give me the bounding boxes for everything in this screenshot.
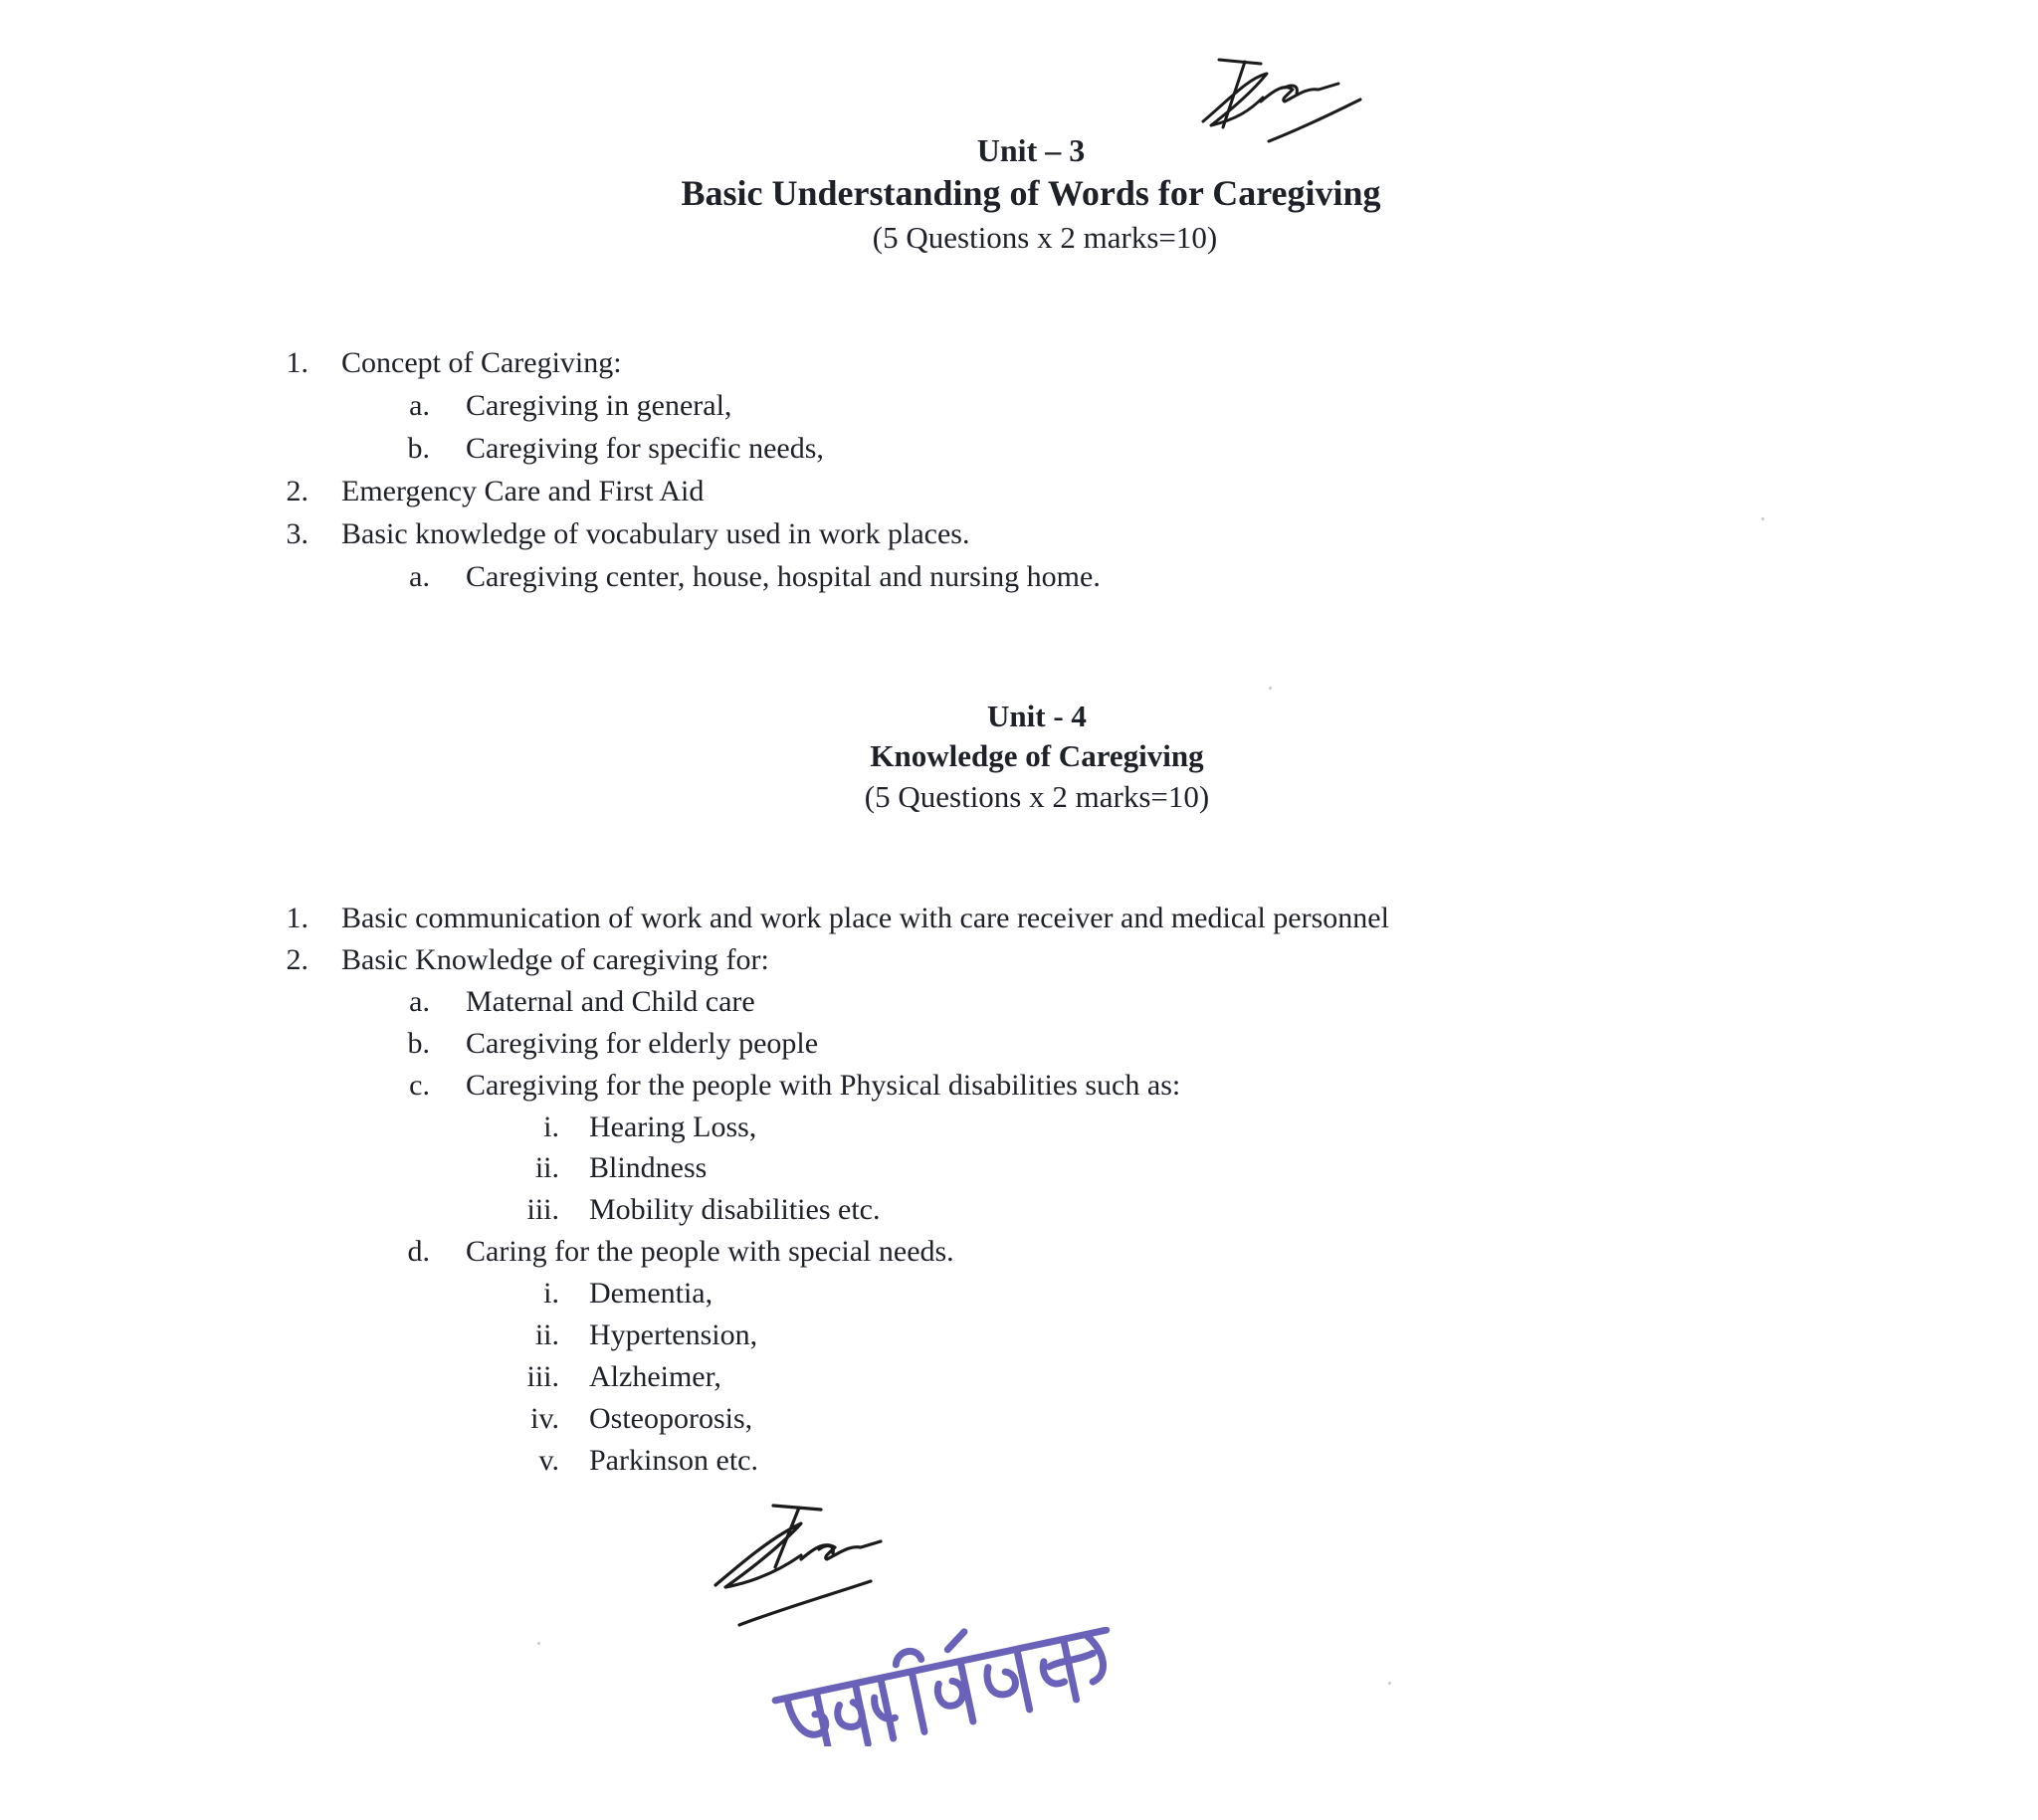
- list-item-text: Dementia,: [589, 1277, 713, 1310]
- list-item-text: Blindness: [589, 1151, 708, 1184]
- list-item-text: Alzheimer,: [589, 1360, 721, 1393]
- list-item-text: Osteoporosis,: [589, 1402, 753, 1435]
- list-item-number: i.: [543, 1277, 559, 1310]
- unit3-title: Basic Understanding of Words for Caregiving: [681, 173, 1381, 213]
- unit3-label: Unit – 3: [976, 132, 1086, 168]
- list-item-number: iv.: [530, 1402, 559, 1435]
- list-item-text: Caring for the people with special needs.: [466, 1235, 954, 1268]
- list-item-number: iii.: [526, 1193, 559, 1226]
- list-item-number: c.: [409, 1069, 430, 1102]
- list-item-number: ii.: [534, 1151, 559, 1184]
- list-item-text: Parkinson etc.: [589, 1444, 758, 1477]
- list-item-text: Maternal and Child care: [466, 985, 755, 1018]
- list-item-text: Basic Knowledge of caregiving for:: [341, 943, 769, 976]
- list-item-number: 2.: [286, 943, 308, 976]
- official-stamp: [766, 1627, 1124, 1746]
- unit3-marks: (5 Questions x 2 marks=10): [872, 220, 1218, 255]
- list-item-number: 3.: [286, 517, 308, 550]
- list-item-number: 1.: [286, 346, 308, 379]
- signature-bottom: [702, 1498, 901, 1637]
- list-item-text: Basic knowledge of vocabulary used in work places.: [341, 517, 970, 550]
- list-item-number: a.: [409, 389, 430, 422]
- list-item-number: b.: [407, 432, 430, 465]
- list-item-number: v.: [538, 1444, 559, 1477]
- list-item-text: Mobility disabilities etc.: [589, 1193, 881, 1226]
- list-item-text: Caregiving in general,: [466, 389, 732, 422]
- list-item-text: Caregiving center, house, hospital and nursing home.: [466, 560, 1101, 593]
- list-item-number: 1.: [286, 902, 308, 934]
- list-item-text: Hypertension,: [589, 1318, 758, 1351]
- list-item-number: i.: [543, 1111, 559, 1143]
- list-item-number: ii.: [534, 1318, 559, 1351]
- unit4-title: Knowledge of Caregiving: [870, 738, 1204, 773]
- list-item-text: Caregiving for specific needs,: [466, 432, 824, 465]
- list-item-text: Emergency Care and First Aid: [341, 475, 705, 507]
- list-item-text: Caregiving for the people with Physical disabilities such as:: [466, 1069, 1181, 1102]
- list-item-text: Hearing Loss,: [589, 1111, 757, 1143]
- list-item-number: b.: [407, 1027, 430, 1060]
- list-item-number: a.: [409, 560, 430, 593]
- list-item-text: Concept of Caregiving:: [341, 346, 622, 379]
- list-item-number: d.: [407, 1235, 430, 1268]
- list-item-number: a.: [409, 985, 430, 1018]
- list-item-text: Basic communication of work and work place with care receiver and medical personnel: [341, 902, 1389, 934]
- unit4-label: Unit - 4: [987, 699, 1087, 733]
- list-item-text: Caregiving for elderly people: [466, 1027, 819, 1060]
- unit4-marks: (5 Questions x 2 marks=10): [864, 779, 1210, 814]
- list-item-number: 2.: [286, 475, 308, 507]
- list-item-number: iii.: [526, 1360, 559, 1393]
